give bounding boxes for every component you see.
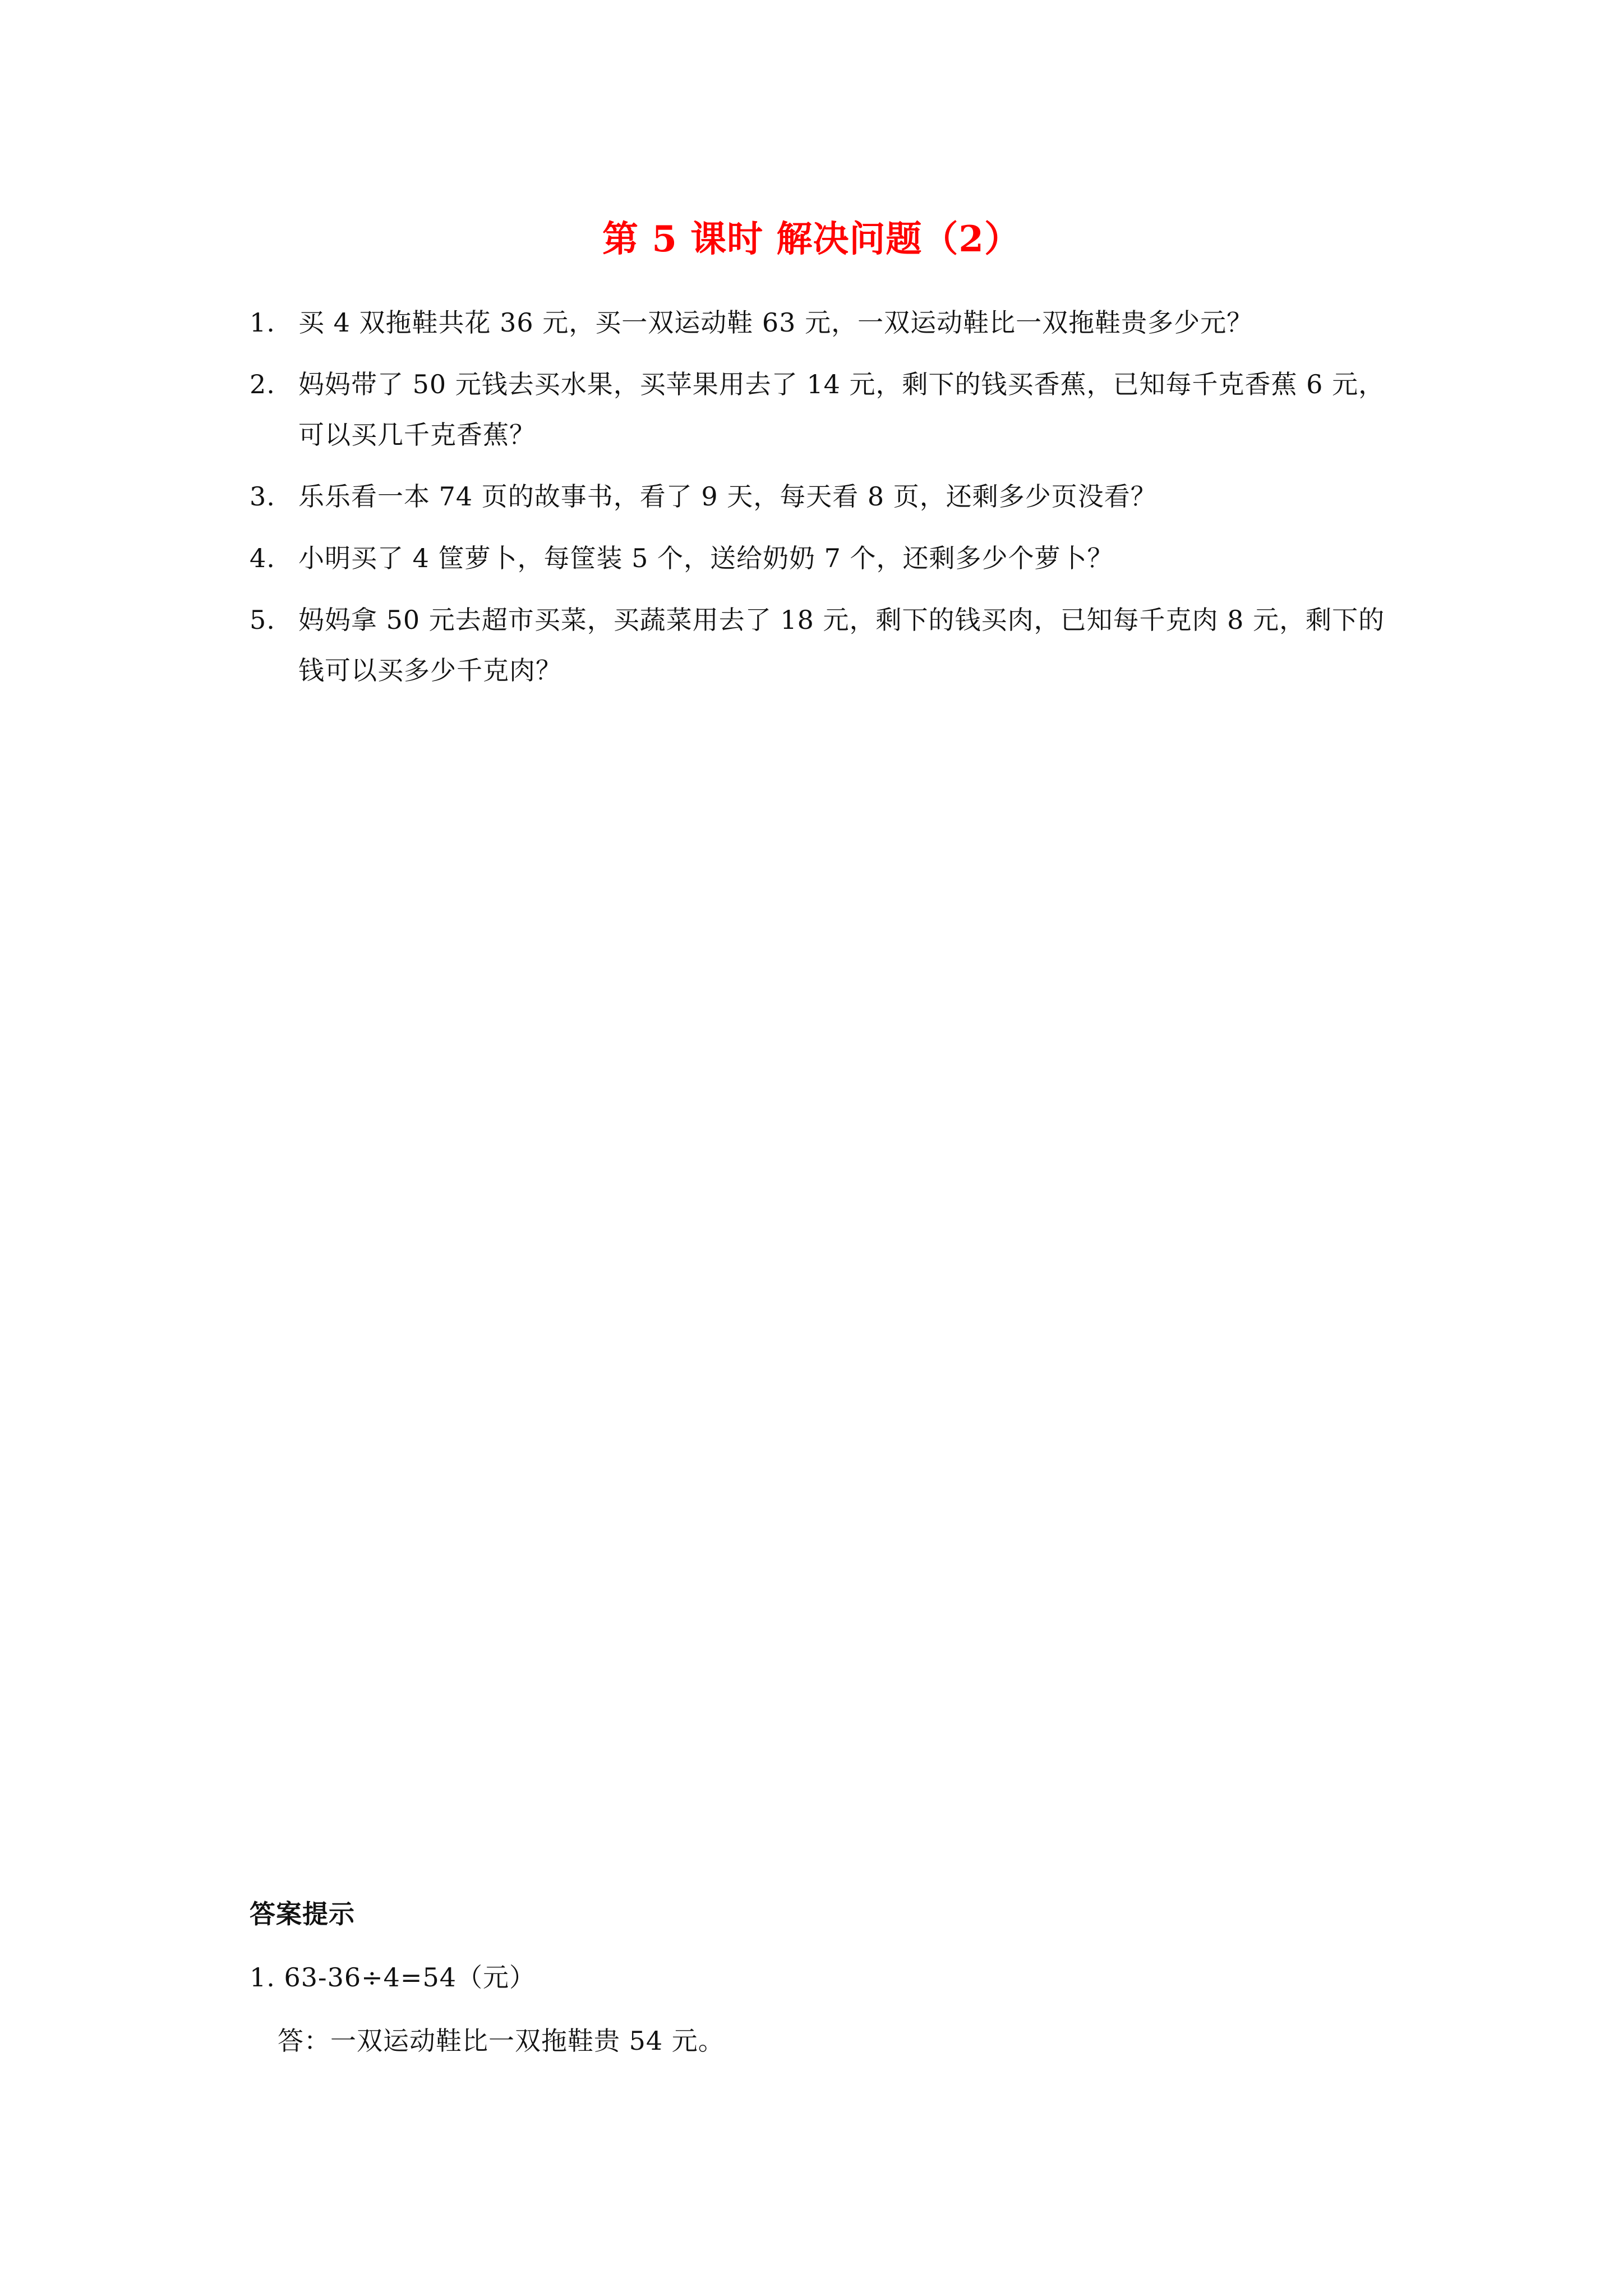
answer-statement: 答：一双运动鞋比一双拖鞋贵 54 元。 <box>278 2026 725 2056</box>
question-number: 3. <box>250 481 275 512</box>
question-text: 妈妈带了 50 元钱去买水果，买苹果用去了 14 元，剩下的钱买香蕉，已知每千克香蕉 6 元，可以买几千克香蕉？ <box>298 369 1385 450</box>
question-number: 5. <box>250 605 275 635</box>
question-text: 买 4 双拖鞋共花 36 元，买一双运动鞋 63 元，一双运动鞋比一双拖鞋贵多少元？ <box>298 307 1253 338</box>
answers-heading: 答案提示 <box>250 1899 355 1929</box>
question-item <box>250 297 1394 348</box>
question-item <box>250 359 1394 460</box>
question-item <box>250 471 1394 522</box>
question-text: 小明买了 4 筐萝卜，每筐装 5 个，送给奶奶 7 个，还剩多少个萝卜？ <box>298 543 1114 573</box>
question-number: 2. <box>250 369 275 399</box>
question-number: 4. <box>250 543 275 573</box>
answer-equation: 1. 63-36÷4=54（元） <box>250 1962 536 1993</box>
question-list <box>250 297 1394 707</box>
page-title: 第 5 课时 解决问题（2） <box>602 218 1021 260</box>
question-text: 妈妈拿 50 元去超市买菜，买蔬菜用去了 18 元，剩下的钱买肉，已知每千克肉 8 元，剩下的钱可以买多少千克肉？ <box>298 605 1385 685</box>
question-item <box>250 533 1394 583</box>
question-text: 乐乐看一本 74 页的故事书，看了 9 天，每天看 8 页，还剩多少页没看？ <box>298 481 1157 512</box>
question-number: 1. <box>250 307 275 338</box>
question-item <box>250 595 1394 696</box>
